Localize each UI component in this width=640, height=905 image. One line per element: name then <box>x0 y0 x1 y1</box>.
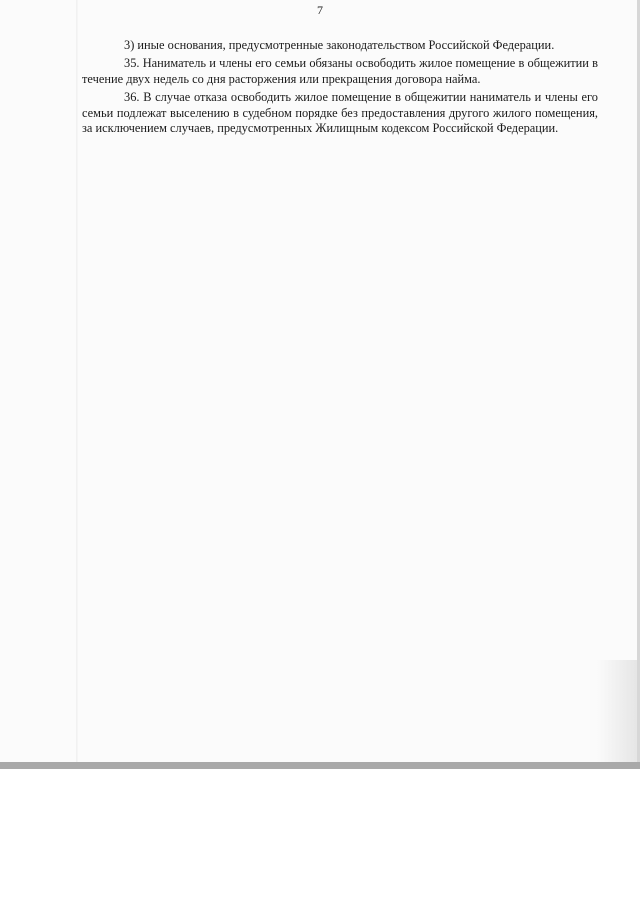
scan-bottom-edge <box>0 762 640 769</box>
paragraph-item-3: 3) иные основания, предусмотренные законодательством Российской Федерации. <box>124 38 555 52</box>
scan-gutter-line <box>76 0 78 766</box>
scan-edge-shadow <box>597 660 637 762</box>
page-number: 7 <box>317 3 323 17</box>
paragraph-35: 35. Наниматель и члены его семьи обязаны освободить жилое помещение в общежитии в течение двух недель со дня расторжения или прекращения договора найма. <box>82 56 598 86</box>
paragraph-36: 36. В случае отказа освободить жилое помещение в общежитии наниматель и члены его семьи подлежат выселению в судебном порядке без предоставления другого жилого помещения, за исключением случаев, предусмотренных Жилищным кодексом Российской Федерации. <box>82 90 598 136</box>
document-body <box>82 38 598 139</box>
